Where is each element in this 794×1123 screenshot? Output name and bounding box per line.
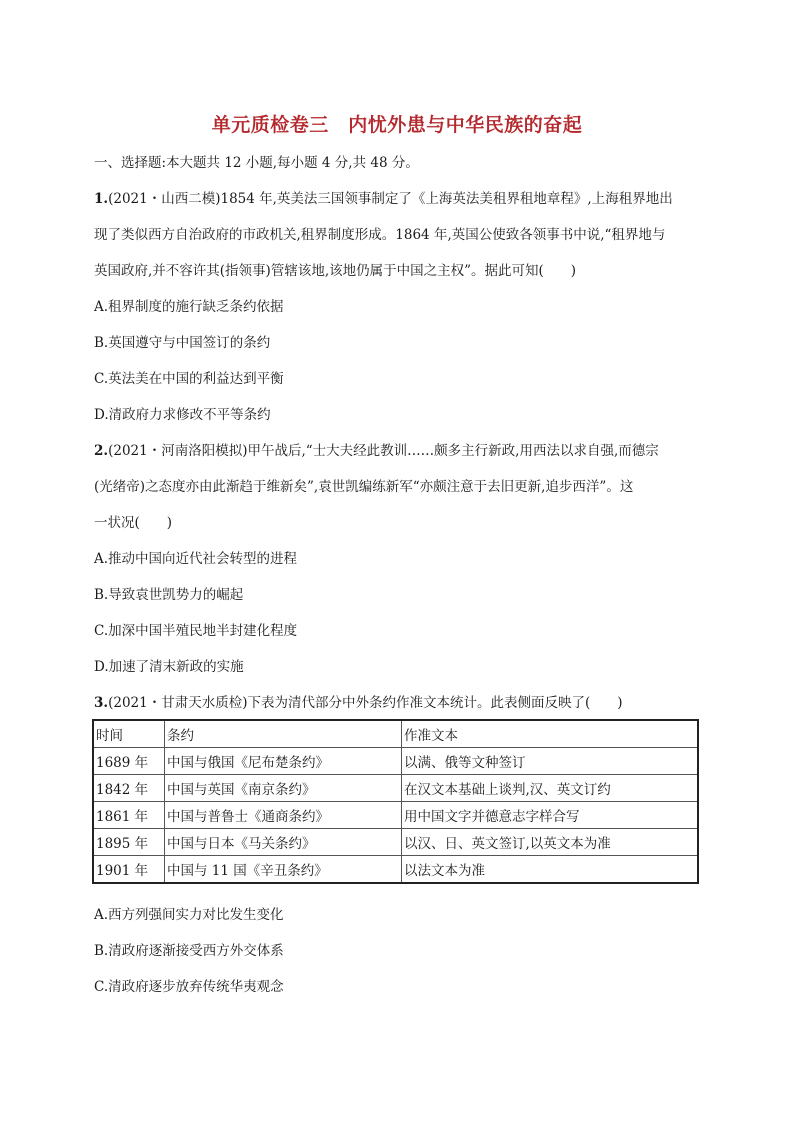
table-cell-time: 1895 年	[93, 829, 165, 856]
page-title: 单元质检卷三 内忧外患与中华民族的奋起	[211, 114, 583, 136]
table-cell-text: 用中国文字并德意志字样合写	[402, 802, 699, 829]
table-cell-time: 1689 年	[93, 748, 165, 775]
question-3-option-a: A.西方列强间实力对比发生变化	[94, 907, 284, 923]
question-1-option-a: A.租界制度的施行缺乏条约依据	[94, 299, 284, 315]
question-3-option-b: B.清政府逐渐接受西方外交体系	[94, 943, 284, 959]
question-2-line-1	[94, 442, 659, 460]
treaty-table	[92, 719, 699, 884]
question-1-option-d: D.清政府力求修改不平等条约	[94, 407, 271, 423]
question-2-option-c: C.加深中国半殖民地半封建化程度	[94, 623, 298, 639]
table-row	[93, 775, 698, 802]
table-header-time: 时间	[93, 720, 165, 748]
question-2-option-d: D.加速了清末新政的实施	[94, 659, 244, 675]
question-2-option-a: A.推动中国向近代社会转型的进程	[94, 551, 298, 567]
question-3-number: 3.	[94, 695, 109, 711]
table-cell-text: 在汉文本基础上谈判,汉、英文订约	[402, 775, 699, 802]
question-3-text-1: (2021・甘肃天水质检)下表为清代部分中外条约作准文本统计。此表侧面反映了( )	[108, 695, 623, 711]
table-row	[93, 856, 698, 884]
question-2-line-3: 一状况( )	[94, 515, 173, 531]
table-cell-treaty: 中国与普鲁士《通商条约》	[165, 802, 402, 829]
question-3-option-c: C.清政府逐步放弃传统华夷观念	[94, 979, 284, 995]
table-cell-treaty: 中国与俄国《尼布楚条约》	[165, 748, 402, 775]
question-1-line-3: 英国政府,并不容许其(指领事)管辖该地,该地仍属于中国之主权”。据此可知( )	[94, 263, 577, 279]
question-1-line-1	[94, 190, 673, 208]
table-row	[93, 829, 698, 856]
question-1-text-1: (2021・山西二模)1854 年,英美法三国领事制定了《上海英法美租界租地章程》,上海租界地出	[108, 191, 673, 207]
question-2-number: 2.	[94, 443, 109, 459]
table-row	[93, 802, 698, 829]
question-1-option-c: C.英法美在中国的利益达到平衡	[94, 371, 284, 387]
table-cell-treaty: 中国与日本《马关条约》	[165, 829, 402, 856]
table-cell-treaty: 中国与 11 国《辛丑条约》	[165, 856, 402, 884]
question-1-option-b: B.英国遵守与中国签订的条约	[94, 335, 271, 351]
table-cell-time: 1842 年	[93, 775, 165, 802]
section-heading: 一、选择题:本大题共 12 小题,每小题 4 分,共 48 分。	[94, 155, 419, 171]
question-2-option-b: B.导致袁世凯势力的崛起	[94, 587, 244, 603]
question-3-line-1	[94, 694, 623, 712]
question-1-number: 1.	[94, 191, 109, 207]
question-2-line-2: (光绪帝)之态度亦由此渐趋于维新矣”,袁世凯编练新军“亦颇注意于去旧更新,追步西洋”。这	[94, 479, 634, 495]
table-cell-time: 1861 年	[93, 802, 165, 829]
table-cell-time: 1901 年	[93, 856, 165, 884]
question-1-line-2: 现了类似西方自治政府的市政机关,租界制度形成。1864 年,英国公使致各领事书中说,“租界地与	[94, 227, 666, 243]
table-header-treaty: 条约	[165, 720, 402, 748]
table-header-text: 作准文本	[402, 720, 699, 748]
table-cell-text: 以汉、日、英文签订,以英文本为准	[402, 829, 699, 856]
question-2-text-1: (2021・河南洛阳模拟)甲午战后,“士大夫经此教训……颇多主行新政,用西法以求自强,而德宗	[108, 443, 659, 459]
table-cell-treaty: 中国与英国《南京条约》	[165, 775, 402, 802]
table-header-row	[93, 720, 698, 748]
table-cell-text: 以满、俄等文种签订	[402, 748, 699, 775]
table-cell-text: 以法文本为准	[402, 856, 699, 884]
table-row	[93, 748, 698, 775]
